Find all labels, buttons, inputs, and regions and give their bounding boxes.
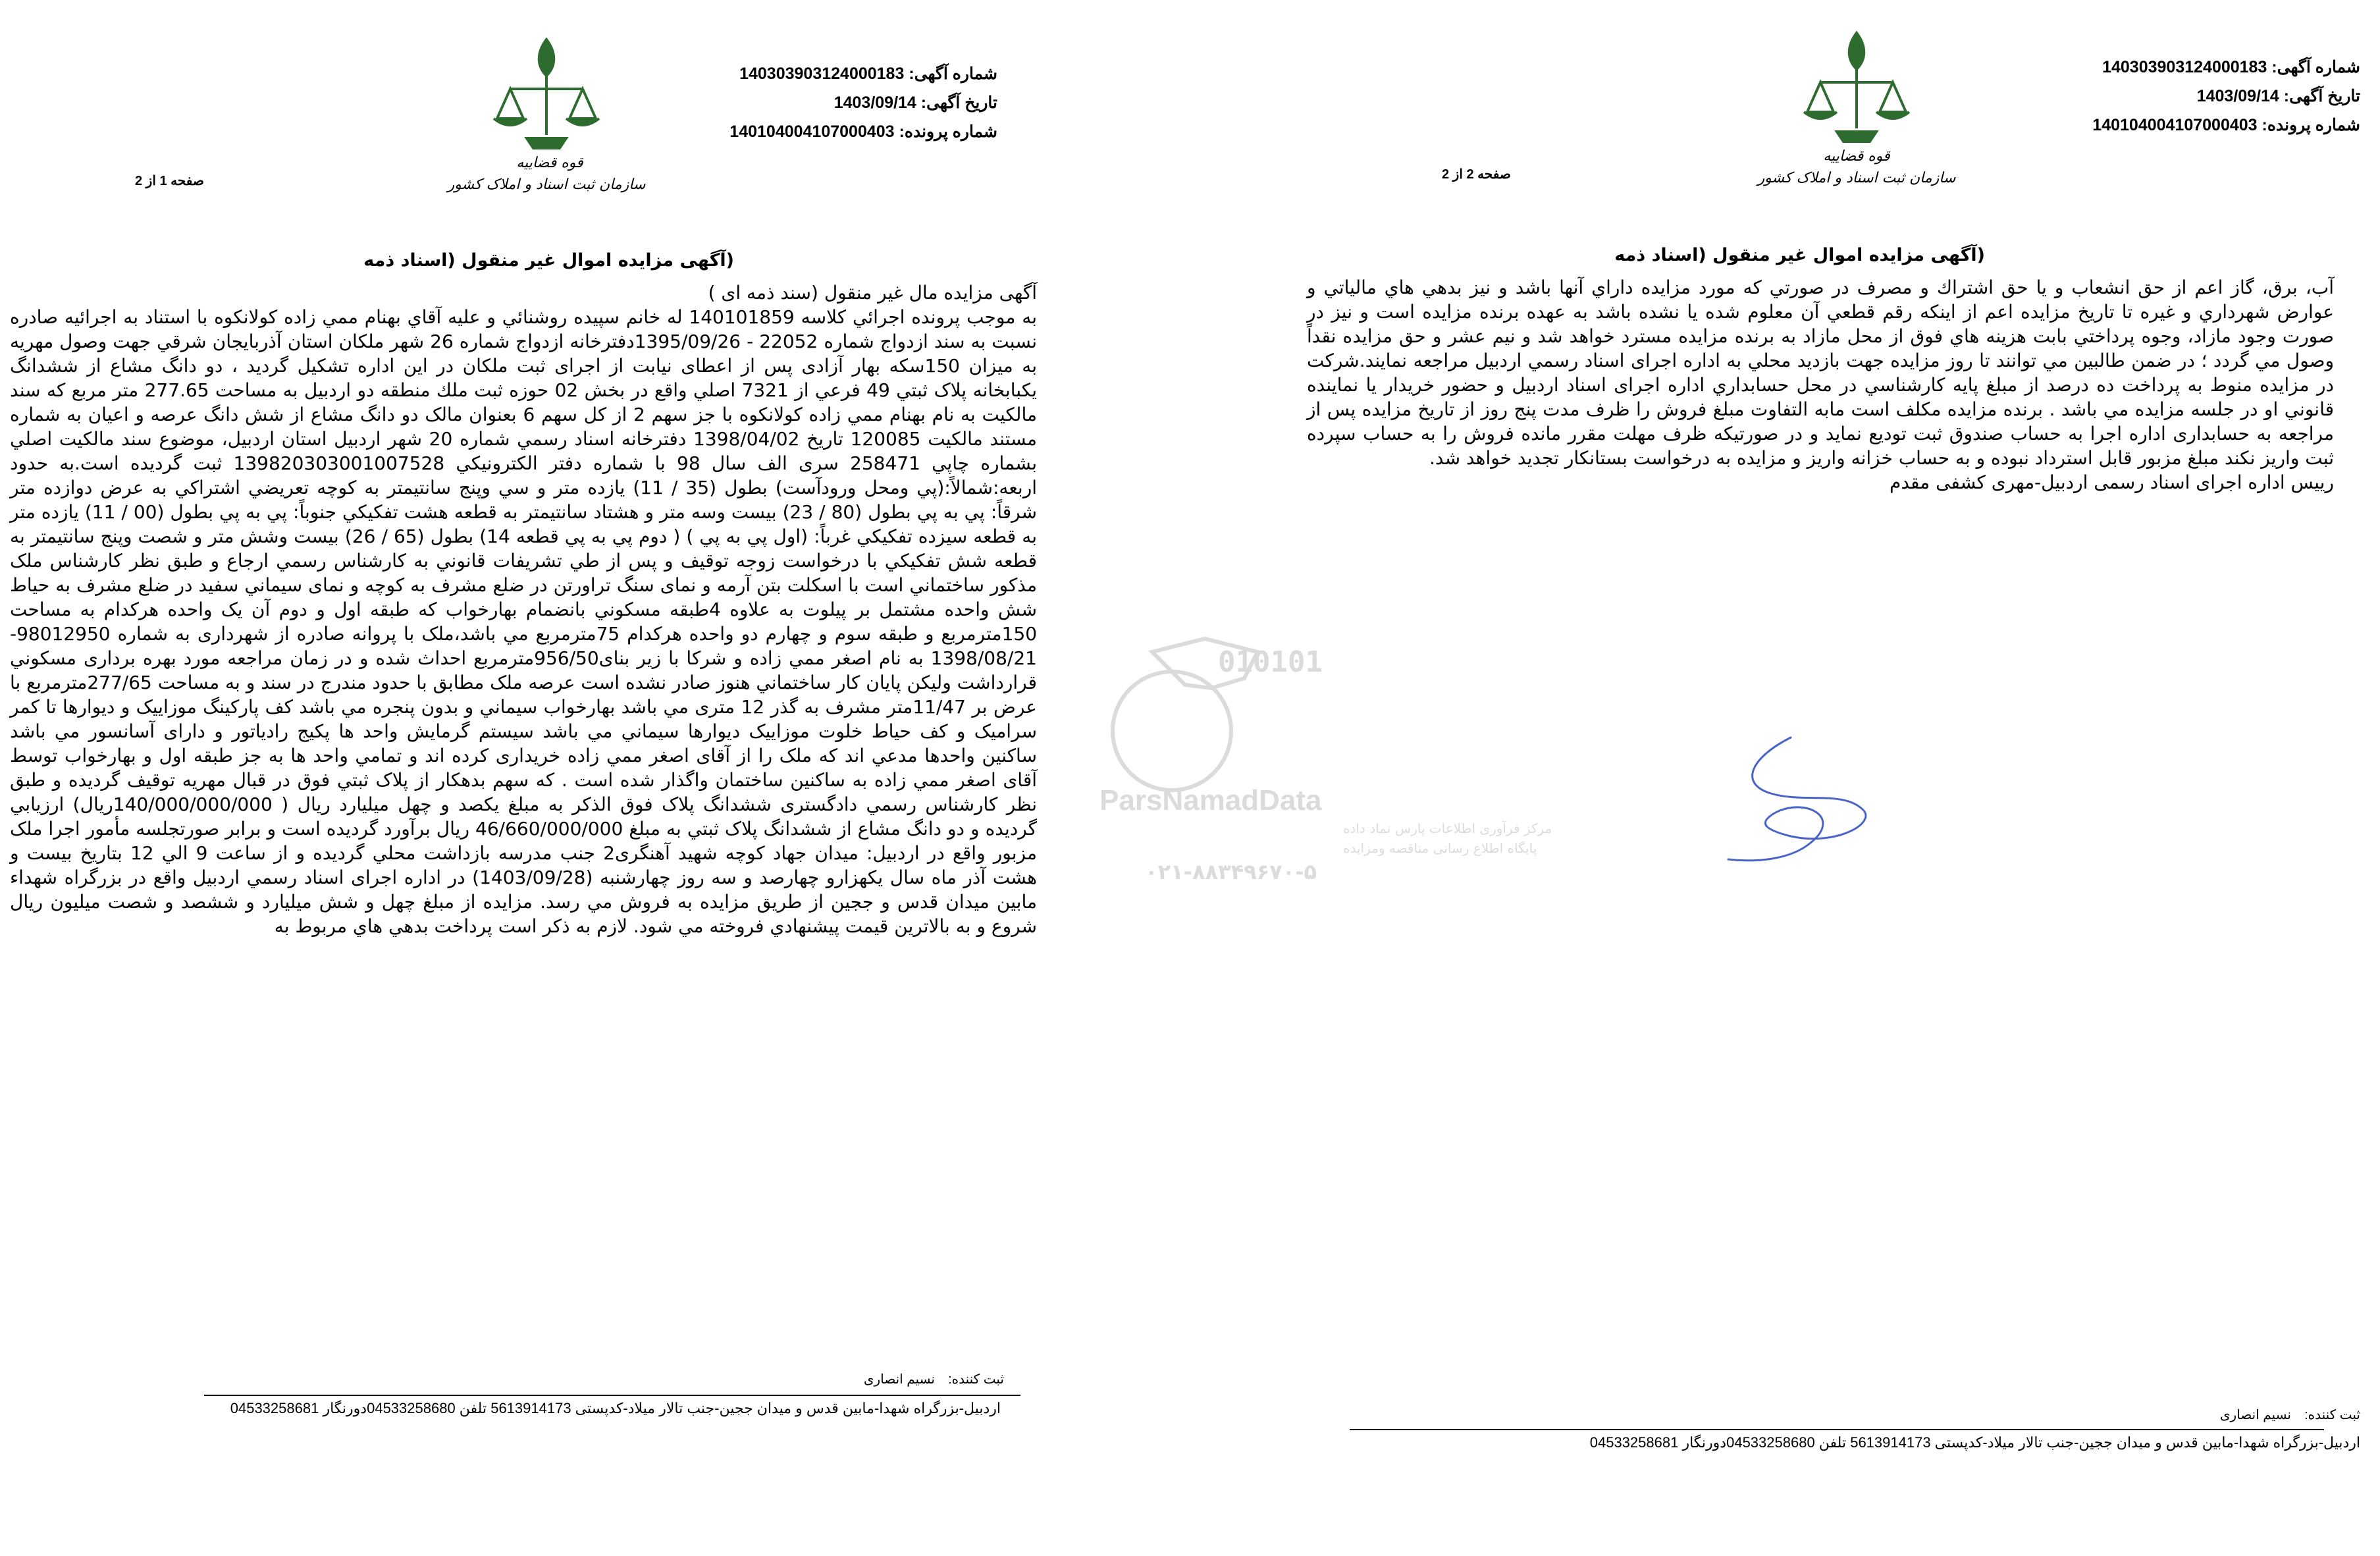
page-number: صفحه 1 از 2 — [135, 174, 204, 188]
case-number: شماره پرونده: 140104004107000403 — [2092, 116, 2360, 134]
notice-number: شماره آگهی: 140303903124000183 — [739, 65, 997, 83]
registrar-label: ثبت کننده: — [2304, 1408, 2360, 1422]
organization-caption: سازمان ثبت اسناد و املاک کشور — [447, 176, 646, 193]
footer-address: اردبیل-بزرگراه شهدا-مابین قدس و میدان ججین-جنب تالار میلاد-کدپستی 5613914173 تلفن 04533258680دورنگار 04533258681 — [230, 1400, 1001, 1416]
footer-divider — [204, 1395, 1020, 1396]
notice-title: (آگهی مزایده اموال غیر منقول (اسناد ذمه — [1614, 245, 1985, 265]
watermark-tagline: مرکز فرآوری اطلاعات پارس نماد داده — [1343, 820, 1552, 836]
handwritten-signature — [1712, 731, 1883, 869]
notice-body — [10, 281, 1037, 938]
signatory-line: رییس اداره اجرای اسناد رسمی اردبیل-مهری کشفی مقدم — [1889, 471, 2334, 493]
body-paragraph: آگهی مزایده مال غیر منقول (سند ذمه ای ) — [708, 282, 1037, 304]
footer-divider — [1350, 1429, 2324, 1430]
registrar-label: ثبت کننده: — [948, 1372, 1004, 1387]
case-number: شماره پرونده: 140104004107000403 — [729, 122, 997, 141]
watermark-subtitle: پایگاه اطلاع رسانی مناقصه ومزایده — [1343, 840, 1537, 856]
page-number: صفحه 2 از 2 — [1442, 167, 1511, 182]
watermark-brand: ParsNamadData — [1099, 784, 1322, 817]
registrar-name: نسیم انصاری — [2219, 1408, 2291, 1422]
judiciary-caption: قوه قضاییه — [1823, 148, 1890, 165]
body-paragraph: آب، برق، گاز اعم از حق انشعاب و یا حق اشتراك و مصرف در صورتي كه مورد مزایده داراي آنها باشد و نیز بدهي هاي مالیاتي و عوارض شهرداري و غیره تا تاریخ مزایده اعم از اینكه رقم قطعي آن معلوم شده یا نشده باشد به عهده برنده مزایده است و نیز در صورت وجود مازاد، وجوه پرداختي بابت هزینه هاي فوق از محل مازاد به برنده مزایده مسترد خواهد شد و نیم عشر و حق مزایده نقداً وصول مي گردد ؛ در ضمن طالبین مي توانند تا روز مزایده جهت بازدید محلي به اداره اجرای اسناد رسمي اردبیل مراجعه نمایند.شركت در مزایده منوط به پرداخت ده درصد از مبلغ پایه كارشناسي در محل حسابداري اداره اجرای اسناد اردبیل و حضور خریدار یا نماینده قانوني او در جلسه مزایده مي باشد . برنده مزایده مكلف است مابه التفاوت مبلغ فروش را ظرف مدت پنج روز از تاریخ مزایده پس از مراجعه به حسابداری اداره اجرا به حساب صندوق ثبت تودیع نماید و در صورتیكه ظرف مهلت مقرر مانده فروش را به حساب سپرده ثبت واریز نكند مبلغ مزبور قابل استرداد نبوده و به حساب خزانه واریز و مزایده به درخواست بستانكار تجدید خواهد شد. — [1307, 277, 2334, 469]
notice-body — [1307, 275, 2334, 495]
notice-number: شماره آگهی: 140303903124000183 — [2102, 58, 2360, 76]
registrar-name: نسیم انصاری — [863, 1372, 935, 1387]
watermark-phone: ۰۲۱-۸۸۳۴۹۶۷۰-۵ — [1145, 859, 1317, 884]
judiciary-caption: قوه قضاییه — [516, 155, 583, 171]
notice-date: تاریخ آگهی: 1403/09/14 — [833, 94, 997, 112]
notice-title: (آگهی مزایده اموال غیر منقول (اسناد ذمه — [363, 250, 734, 271]
notice-date: تاریخ آگهی: 1403/09/14 — [2196, 87, 2360, 105]
body-paragraph: به موجب پرونده اجرائي كلاسه 140101859 له خانم سپیده روشنائي و علیه آقاي بهنام ممي زاده كولانكوه با استناد به اجرائیه صادره نسبت به سند ازدواج شماره 22052 - 1395/09/26دفترخانه ازدواج شماره 26 شهر ملكان استان آذربایجان شرقي جهت وصول مهریه به میزان 150سكه بهار آزادی پس از اعطای نیابت از اجرای ثبت ملكان در این اداره تشكیل گردید ، دو دانگ مشاع از ششدانگ یكبابخانه پلاک ثبتي 49 فرعي از 7321 اصلي واقع در بخش 02 حوزه ثبت ملك منطقه دو اردبیل به مساحت 277.65 متر مربع كه سند مالكیت به نام بهنام ممي زاده كولانكوه با جز سهم 2 از كل سهم 6 بعنوان مالک دو دانگ مشاع از شش دانگ عرصه و اعیان به شماره مستند مالكیت 120085 تاریخ 1398/04/02 دفترخانه اسناد رسمي شماره 20 شهر اردبیل استان اردبیل، موضوع سند مالكیت اصلي بشماره چاپي 258471 سری الف سال 98 با شماره دفتر الكترونیكي 139820303001007528 ثبت گردیده است.به حدود اربعه:شمالاً:(پي ومحل ورودآست) بطول (35 / 11) یازده متر و سي وپنج سانتیمتر به كوچه تعریضي اشتراكي به عرض دوازده متر شرقاً: پي به پي بطول (80 / 23) بیست وسه متر و هشتاد سانتیمتر به قطعه هشت تفكیكي جنوباً: پي به پي بطول (00 / 11) یازده متر به قطعه سیزده تفكیكي غرباً: (اول پي به پي ) ( دوم پي به پي قطعه 14) بطول (65 / 26) بیست وشش متر و شصت وپنج سانتیمتر به قطعه شش تفكیكي با درخواست زوجه توقیف و پس از طي تشریفات قانوني به كارشناس رسمي ارجاع و طبق نظر كارشناس ملک مذكور ساختماني است با اسكلت بتن آرمه و نمای سنگ تراورتن در ضلع مشرف به كوچه و نمای سیماني سفید در ضلع مشرف به حیاط شش واحده مشتمل بر پیلوت به علاوه 4طبقه مسكوني بانضمام بهارخواب كه طبقه اول و دوم آن یک واحده هركدام به مساحت 150مترمربع و طبقه سوم و چهارم دو واحده هركدام 75مترمربع مي باشد،ملک با پروانه صادره از شهرداری به شماره 98012950-1398/08/21 به نام اصغر ممي زاده و شركا با زیر بنای956/50مترمربع احداث شده و در زمان مراجعه مورد بهره برداری مسكوني قرارداشت ولیكن پایان كار ساختماني هنوز صادر نشده است عرصه ملک مطابق با حدود مندرج در سند و به مساحت 277/65مترمربع با عرض بر 11/47متر مشرف به گذر 12 متری مي باشد بهارخواب سیماني و بدون پنجره مي باشد كف پاركینگ موزاییک و دیوارها تا كمر سرامیک و كف حیاط خلوت موزاییک دیوارها سیماني مي باشد سیستم گرمایش واحد ها پكیج رادیاتور و دارای آسانسور مي باشد ساكنین واحدها مدعي اند كه ملک را از آقای اصغر ممي زاده خریداری كرده اند و تمامي واحد ها به جز طبقه اول و بهارخواب توسط آقای اصغر ممي زاده به ساكنین ساختمان واگذار شده است . كه سهم بدهكار از پلاک ثبتي فوق در قبال مهریه توقیف گردیده و طبق نظر كارشناس رسمي دادگستری ششدانگ پلاک فوق الذكر به مبلغ یكصد و چهل میلیارد ریال ( 140/000/000/000ریال) ارزیابي گردیده و دو دانگ مشاع از ششدانگ پلاک ثبتي به مبلغ 46/660/000/000 ریال برآورد گردیده است و برابر صورتجلسه مأمور اجرا ملک مزبور واقع در اردبیل: میدان جهاد كوچه شهید آهنگری2 جنب مدرسه بازداشت محلي گردیده و از ساعت 9 الي 12 بتاریخ بیست و هشت آذر ماه سال یكهزارو چهارصد و سه روز چهارشنبه (1403/09/28) در اداره اجرای اسناد رسمي اردبیل واقع در بزرگراه شهداء مابین میدان قدس و ججین از طریق مزایده به فروش مي رسد. مزایده از مبلغ چهل و شش میلیارد و ششصد و شصت میلیون ریال شروع و به بالاترین قیمت پیشنهادي فروخته مي شود. لازم به ذكر است پرداخت بدهي هاي مربوط به — [10, 306, 1038, 937]
organization-caption: سازمان ثبت اسناد و املاک کشور — [1757, 170, 1956, 186]
footer-address: اردبیل-بزرگراه شهدا-مابین قدس و میدان ججین-جنب تالار میلاد-کدپستی 5613914173 تلفن 04533258680دورنگار 04533258681 — [1589, 1434, 2360, 1451]
watermark-binary: 010101 — [1218, 645, 1323, 679]
